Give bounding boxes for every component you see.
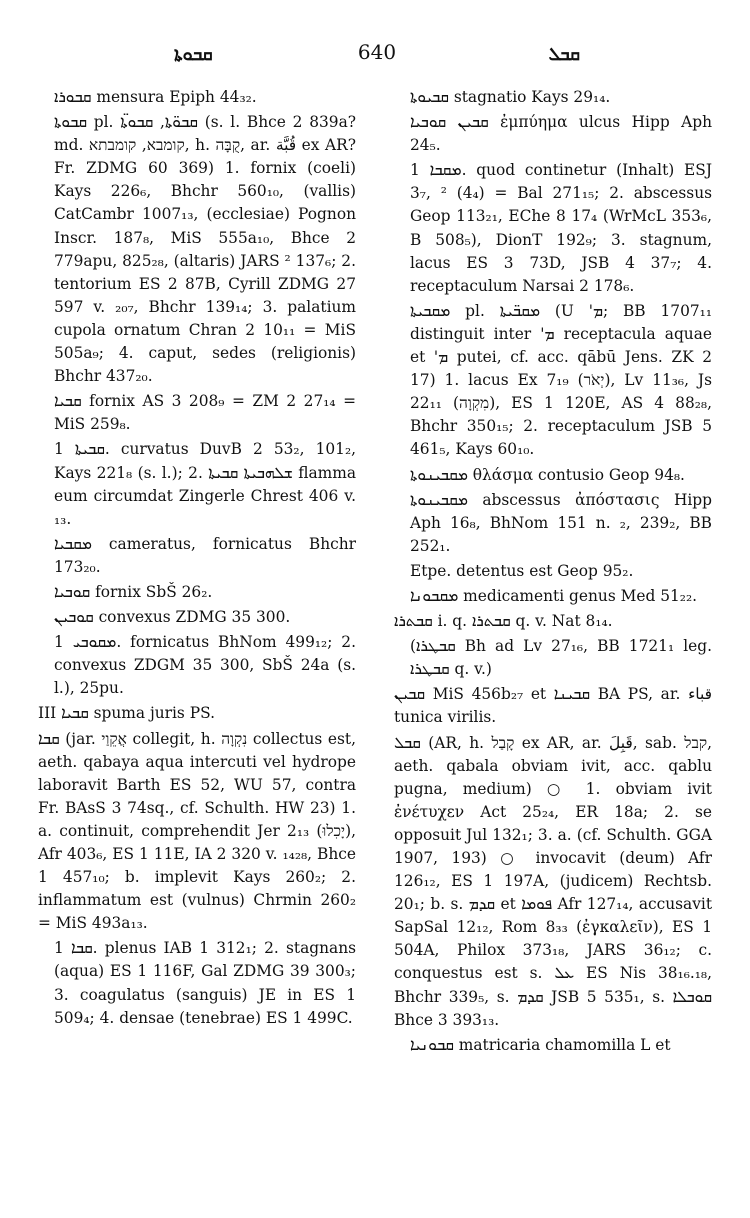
- header-left-catchword: ܩܒܘܬܐ: [174, 44, 213, 65]
- dictionary-entry: ܩܒܠ (AR, h. קָבַל ex AR, ar. قَبِلَ, sab. קבל, aeth. qabala obviam ivit, acc. qablu pugna, medium) ○ 1. obviam ivit ἐνέτυχεν Act 25₂₄, ER 18a; 2. se opposuit Jul 132₁; 3. a. (cf. Schulth. GGA 1907, 193) ○ invocavit (deum) Afr 126₁₂, ES 1 197A, (judicem) Rechtsb. 20₁; b. s. ܩܕܡ et ܦܘܡܐ Afr 127₁₄, accusavit SapSal 12₁₂, Rom 8₃₃ (ἐγκαλεῖν), ES 1 504A, Philox 373₁₈, JARS 36₁₂; c. conquestus est s. ܥܠ ES Nis 38₁₆.₁₈, Bhchr 339₅, s. ܩܕܡ JSB 5 535₁, s. ܩܘܒܠܐ Bhce 3 393₁₃.: [394, 733, 713, 1029]
- page-header: [62, 40, 692, 70]
- dictionary-entry: ܩܒܘܪܐ mensura Epiph 44₃₂.: [54, 88, 257, 106]
- dictionary-entry: ܩܒܘܢܝܐ matricaria chamomilla L et: [410, 1035, 671, 1054]
- dictionary-entry: ܩܒܐ 1. plenus IAB 1 312₁; 2. stagnans (aqua) ES 1 116F, Gal ZDMG 39 300₃; 3. coagulatus (sanguis) JE in ES 1 509₄; 4. densae (tenebrae) ES 1 499C.: [54, 939, 356, 1027]
- dictionary-entry: ܩܒܘܬܐ pl. ܩܒܘ̈ܬܐ, ܩܒܘܬ̈ܐ (s. l. Bhce 2 839a? md. קומבא, קומבתא, h. קֻבָּה, ar. قُبَّة ex AR? Fr. ZDMG 60 369) 1. fornix (coeli) Kays 226₆, Bhchr 560₁₀, (vallis) CatCambr 1007₁₃, (ecclesiae) Pognon Inscr. 187₈, MiS 555a₁₀, Bhce 2 779apu, 825₂₈, (altaris) JARS ² 137₆; 2. tentorium ES 2 87B, Cyrill ZDMG 27 597 v. ₂₀₇, Bhchr 139₁₄; 3. palatium cupola ornatum Chran 2 10₁₁ = MiS 505a₉; 4. caput, sedes (religionis) Bhchr 437₂₀.: [54, 113, 357, 386]
- dictionary-entry: ܡܩܒܝܢܘܬܐ θλάσμα contusio Geop 94₈.: [410, 465, 685, 484]
- dictionary-entry: ܩܒܐ (jar. אֲקֵוַי collegit, h. נִקְוָה collectus est, aeth. qabaya aqua intercuti vel hydrope laboravit Barth ES 52, WU 57, contra Fr. BAsS 3 74sq., cf. Schulth. HW 23) 1. a. continuit, comprehendit Jer 2₁₃ (יָכִלוּ), Afr 403₆, ES 1 11E, IA 2 320 v. ₁₄₂₈, Bhce 1 457₁₀; b. implevit Kays 260₂; 2. inflammatum est (vulnus) Chrmin 260₂ = MiS 493a₁₃.: [38, 729, 357, 933]
- dictionary-entry: (ܩܒܛܪܐ Bh ad Lv 27₁₆, BB 1721₁ leg. ܩܒܛܪܐ q. v.): [410, 637, 712, 679]
- dictionary-entry: ܡܩܒܝܬܐ pl. ܡܩܒ̈ܝܬܐ (U 'ܡ; BB 1707₁₁ distinguit inter 'ܡ receptacula aquae et 'ܡ putei, cf. acc. qābū Jens. ZK 2 17) 1. lacus Ex 7₁₉ (יְאֹר), Lv 11₃₆, Js 22₁₁ (מִקְוָה), ES 1 120E, AS 4 88₂₈, Bhchr 350₁₅; 2. receptaculum JSB 5 461₅, Kays 60₁₀.: [410, 301, 712, 459]
- dictionary-entry: ܩܒܝܢ MiS 456b₂₇ et ܩܒܝܢܐ BA PS, ar. قباء tunica virilis.: [394, 685, 712, 727]
- header-right-catchword: ܩܒܠ: [548, 44, 580, 65]
- dictionary-entry: ܩܒܝܬܐ 1. curvatus DuvB 2 53₂, 101₂, Kays 221₈ (s. l.); 2. ܫܠܗܒܝܬܐ ܩܒܝܬܐ flamma eum circumdat Zingerle Chrest 406 v. ₁₃.: [54, 440, 357, 528]
- dictionary-entry: ܡܩܒܘܢܐ medicamenti genus Med 51₂₂.: [410, 586, 698, 605]
- dictionary-entry: ܩܘܒܝܐ fornix SbŠ 26₂.: [54, 582, 213, 601]
- dictionary-entry: ܩܒܝܐ fornix AS 3 208₉ = ZM 2 27₁₄ = MiS 259₈.: [54, 392, 356, 434]
- dictionary-entry: ܩܒܝܘܬܐ stagnatio Kays 29₁₄.: [410, 88, 611, 106]
- dictionary-entry: ܩܘܒܝܢ convexus ZDMG 35 300.: [54, 608, 291, 627]
- dictionary-entry: ܩܒܝܢ ܩܘܒܝܐ ἐμπύημα ulcus Hipp Aph 24₅.: [410, 113, 712, 155]
- dictionary-entry: ܡܩܒܐ 1. quod continetur (Inhalt) ESJ 3₇, ² (4₄) = Bal 271₁₅; 2. abscessus Geop 113₂₁, EChe 8 17₄ (WrMcL 353₆, B 508₅), DionT 192₉; 3. stagnum, lacus ES 3 73D, JSB 4 37₇; 4. receptaculum Narsai 2 178₆.: [410, 161, 713, 295]
- dictionary-entry: ܩܒܬܪܐ i. q. ܩܒܬܪܐ q. v. Nat 8₁₄.: [394, 612, 613, 631]
- dictionary-entry: Etpe. detentus est Geop 95₂.: [410, 561, 634, 580]
- dictionary-entry: III ܩܒܝܐ spuma juris PS.: [38, 704, 215, 723]
- dictionary-entry: ܡܩܒܝܢܘܬܐ abscessus ἀπόστασις Hipp Aph 16₈, BhNom 151 n. ₂, 239₂, BB 252₁.: [410, 490, 712, 555]
- left-column: [38, 86, 356, 1032]
- dictionary-entry: ܡܩܘܒܝ 1. fornicatus BhNom 499₁₂; 2. convexus ZDGM 35 300, SbŠ 24a (s. l.), 25pu.: [54, 633, 356, 698]
- dictionary-entry: ܡܩܒܝܐ cameratus, fornicatus Bhchr 173₂₀.: [54, 534, 356, 576]
- page-number: 640: [357, 40, 397, 64]
- right-column: [394, 86, 712, 1059]
